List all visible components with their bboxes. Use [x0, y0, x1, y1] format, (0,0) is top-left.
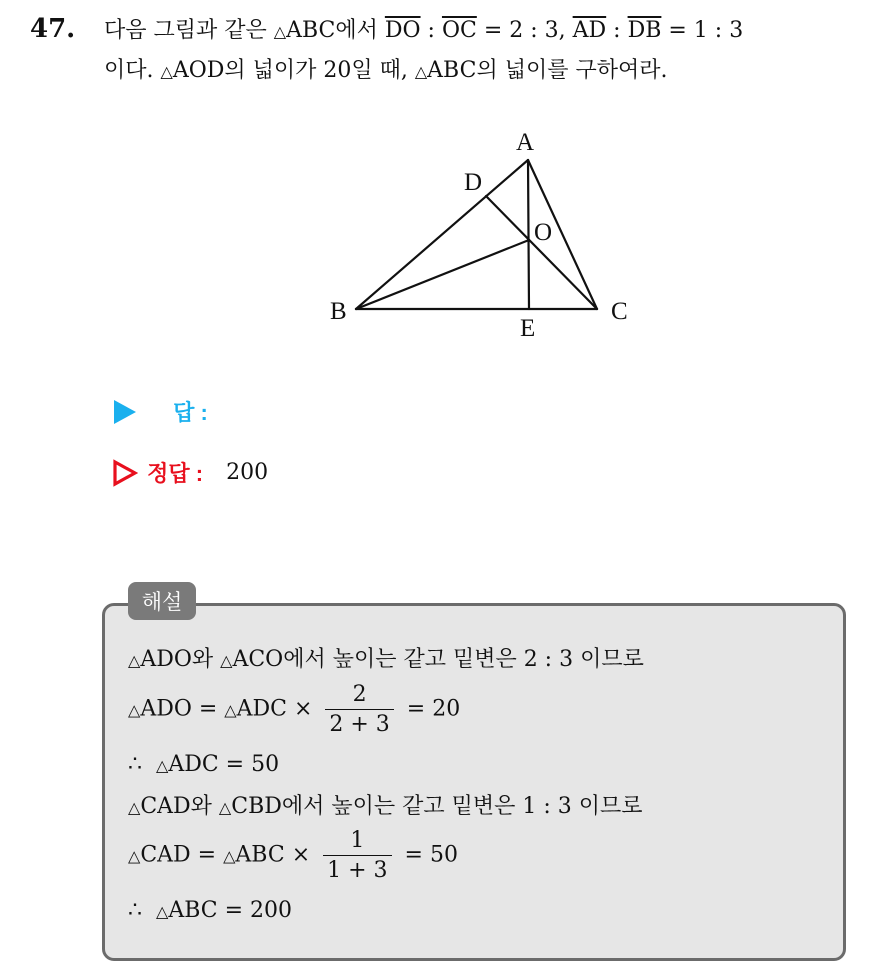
- label-o: O: [534, 219, 553, 246]
- answer-row: [112, 396, 208, 427]
- solution-line-6: ∴ △ABC = 200: [128, 898, 293, 923]
- segment-db: $\overline{DB}$: [627, 18, 662, 43]
- play-arrow-icon: [112, 397, 138, 427]
- segment-bo: [356, 240, 529, 309]
- question-line-2: 이다. △AOD의 넓이가 20일 때, △ABC의 넓이를 구하여라.: [104, 58, 668, 83]
- label-c: C: [611, 298, 628, 325]
- solution-line-3: ∴ △ADC = 50: [128, 752, 280, 777]
- segment-ad: $\overline{AD}$: [572, 18, 607, 43]
- segment-dc: [486, 196, 597, 309]
- fraction: $\frac{1}{1 + 3}$: [323, 828, 391, 883]
- triangle-symbol: △: [273, 22, 287, 41]
- label-a: A: [516, 129, 535, 156]
- correct-answer-row: [112, 457, 268, 488]
- solution-line-5: △CAD = △ABC × $\frac{1}{1 + 3}$ = 50: [128, 828, 458, 883]
- answer-label: 답 :: [173, 400, 208, 425]
- segment-ab: [356, 160, 528, 309]
- question-number: 47.: [30, 14, 76, 44]
- segment-oc: $\overline{OC}$: [441, 18, 477, 43]
- label-e: E: [520, 315, 536, 342]
- correct-answer-label: 정답 :: [147, 461, 204, 486]
- correct-answer-value: 200: [226, 460, 269, 485]
- solution-line-1: △ADO와 △ACO에서 높이는 같고 밑변은 2 : 3 이므로: [128, 647, 644, 672]
- solution-tag: 해설: [128, 582, 196, 620]
- triangle-figure: [320, 120, 650, 350]
- segment-ae: [528, 160, 529, 309]
- fraction: $\frac{2}{2 + 3}$: [325, 682, 393, 737]
- label-b: B: [330, 298, 347, 325]
- question-line-1: 다음 그림과 같은 △ABC에서 $\overline{DO}$ : $\overline{OC} = 2$ : 3, $\overline{AD}$ : $\overline{DB} = 1$ : 3: [104, 18, 744, 43]
- outline-play-arrow-icon: [112, 458, 138, 488]
- solution-line-4: △CAD와 △CBD에서 높이는 같고 밑변은 1 : 3 이므로: [128, 794, 643, 819]
- label-d: D: [464, 169, 483, 196]
- segment-do: $\overline{DO}$: [384, 18, 421, 43]
- solution-line-2: △ADO = △ADC × $\frac{2}{2 + 3}$ = 20: [128, 682, 461, 737]
